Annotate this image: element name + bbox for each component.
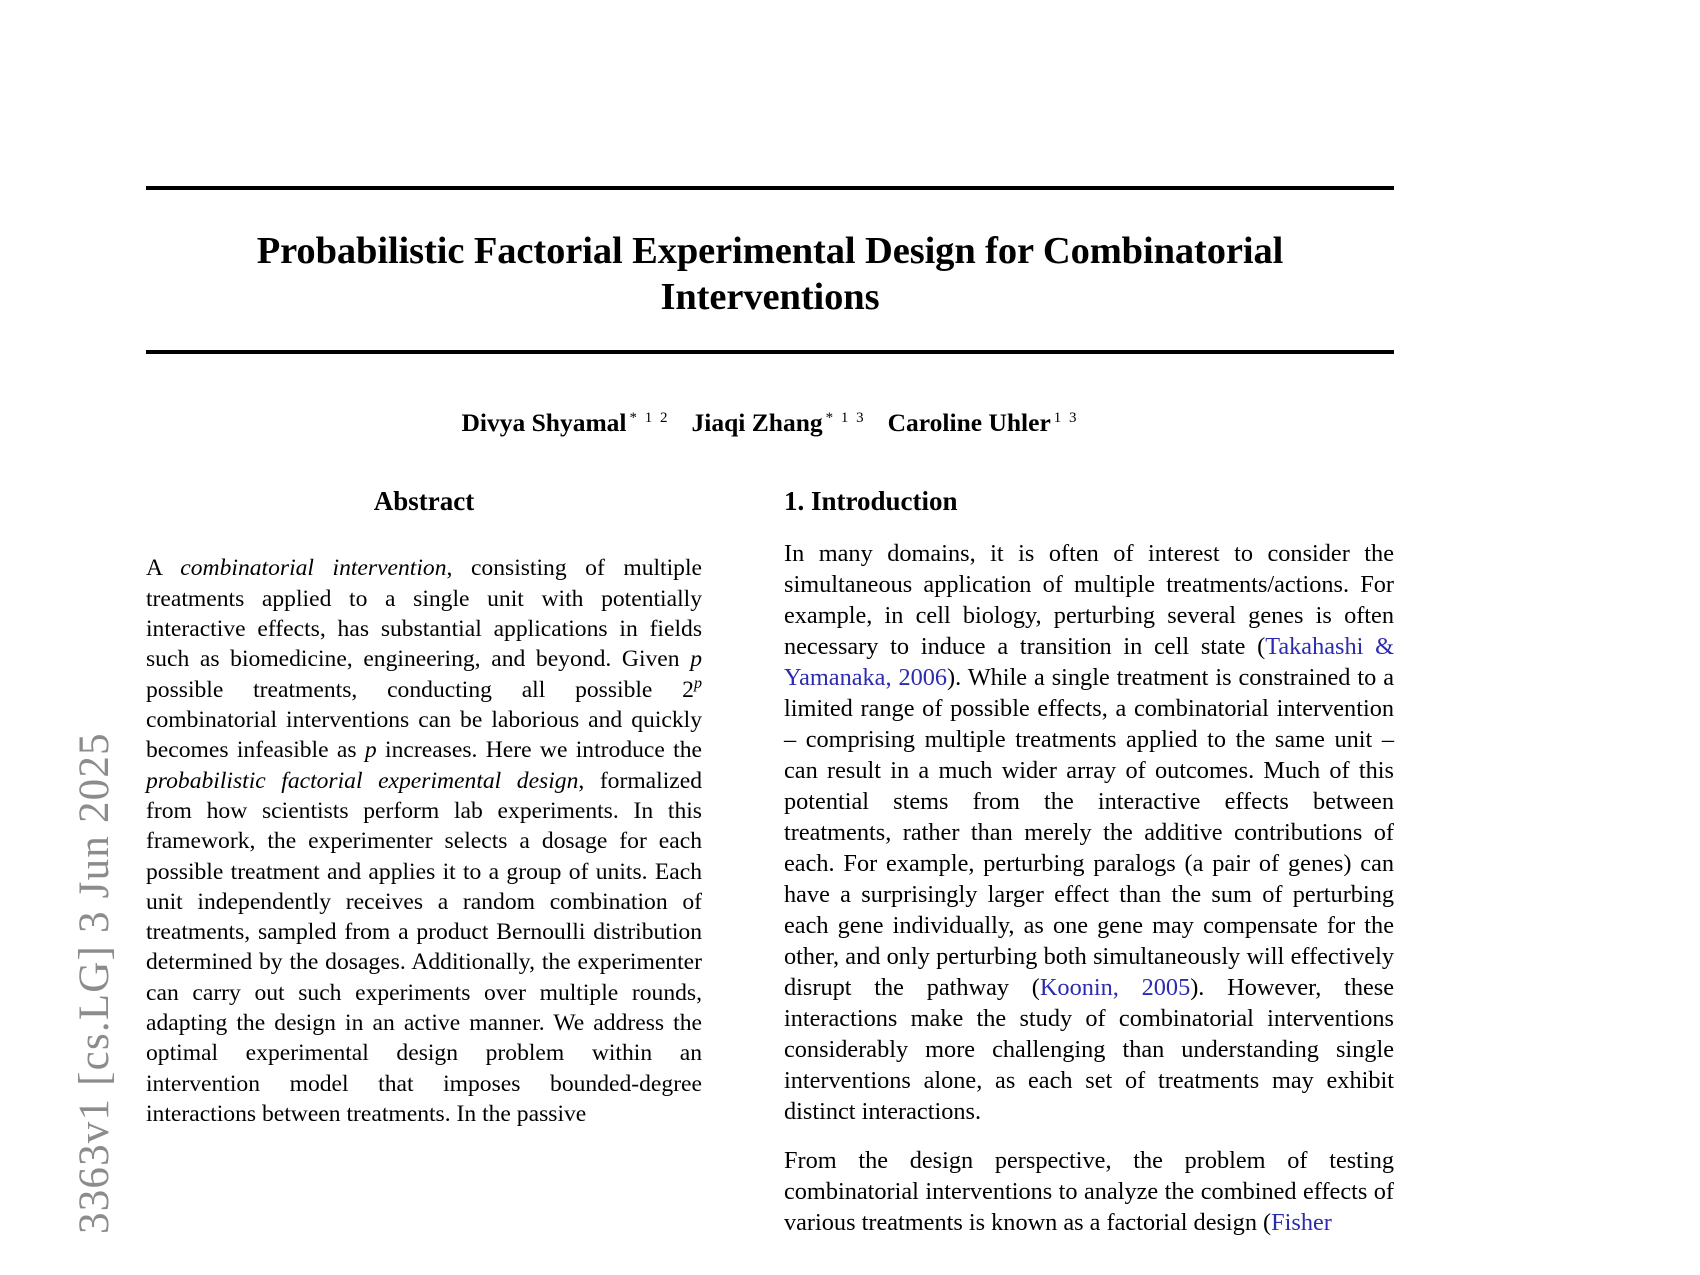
citation-link-takahashi-yamanaka[interactable]: Takahashi & Yamanaka, 2006 bbox=[784, 633, 1394, 692]
abstract-text-3: possible treatments, conducting all possible 2 bbox=[146, 676, 694, 703]
math-variable-p: p bbox=[364, 737, 377, 764]
author-affiliation-marks: 1 3 bbox=[1053, 409, 1079, 426]
arxiv-identifier-stamp bbox=[64, 534, 124, 1234]
author-affiliation-marks: * 1 2 bbox=[629, 409, 670, 426]
paper-content bbox=[146, 186, 1394, 1239]
author-entry bbox=[692, 408, 866, 437]
author-name: Jiaqi Zhang bbox=[691, 408, 823, 438]
author-entry bbox=[461, 408, 669, 437]
intro-p1-text-2: ). While a single treatment is constrained to a limited range of possible effects, a combinatorial intervention – comprising multiple treatments applied to the same unit – can result in a much wider array of outcomes. Much of this potential stems from the interactive effects between treatments, rather than merely the additive contributions of each. For example, perturbing paralogs (a pair of genes) can have a surprisingly larger effect than the sum of perturbing each gene individually, as one gene may compensate for the other, and only perturbing both simultaneously will effectively disrupt the pathway ( bbox=[784, 664, 1394, 1001]
intro-p1-text-3: ). However, these interactions make the study of combinatorial interventions considerably more challenging than understanding single interventions alone, as each set of treatments may exhibit distinct interactions. bbox=[784, 973, 1394, 1125]
abstract-italic-term-2: probabilistic factorial experimental design bbox=[146, 767, 579, 794]
abstract-text-1: A bbox=[146, 555, 181, 582]
title-rule-bottom bbox=[146, 350, 1394, 354]
two-column-body bbox=[146, 486, 1394, 1238]
author-entry bbox=[888, 408, 1079, 437]
introduction-paragraph-1 bbox=[784, 539, 1394, 1127]
page-title: Probabilistic Factorial Experimental Design for Combinatorial Interventions bbox=[256, 230, 1284, 319]
left-column bbox=[146, 486, 702, 1238]
abstract-text-4: combinatorial interventions can be laborious and quickly becomes infeasible as bbox=[146, 706, 702, 764]
abstract-text-5: increases. Here we introduce the bbox=[376, 737, 703, 764]
abstract-italic-term-1: combinatorial intervention bbox=[180, 555, 447, 582]
section-heading-introduction: 1. Introduction bbox=[784, 486, 958, 517]
math-exponent-p: p bbox=[693, 674, 702, 692]
arxiv-stamp-text: 3363v1 [cs.LG] 3 Jun 2025 bbox=[70, 732, 118, 1234]
abstract-heading: Abstract bbox=[373, 486, 475, 517]
author-list bbox=[146, 408, 1394, 438]
introduction-paragraph-2 bbox=[784, 1146, 1394, 1239]
author-name: Divya Shyamal bbox=[461, 408, 627, 438]
abstract-paragraph bbox=[146, 553, 702, 1129]
citation-link-koonin[interactable]: Koonin, 2005 bbox=[1039, 973, 1191, 1001]
right-column bbox=[784, 486, 1394, 1238]
author-affiliation-marks: * 1 3 bbox=[825, 409, 866, 426]
intro-p1-text-1: In many domains, it is often of interest to consider the simultaneous application of multiple treatments/actions. For example, in cell biology, perturbing several genes is often necessary to induce a transition in cell state ( bbox=[784, 540, 1394, 661]
author-name: Caroline Uhler bbox=[887, 408, 1051, 438]
title-block bbox=[146, 190, 1394, 350]
citation-link-fisher[interactable]: Fisher bbox=[1271, 1208, 1332, 1236]
abstract-text-2: , consisting of multiple treatments applied to a single unit with potentially interactive effects, has substantial applications in fields such as biomedicine, engineering, and beyond. Given bbox=[146, 555, 702, 673]
abstract-text-6: , formalized from how scientists perform lab experiments. In this framework, the experimenter selects a dosage for each possible treatment and applies it to a group of units. Each unit independently receives a random combination of treatments, sampled from a product Bernoulli distribution determined by the dosages. Additionally, the experimenter can carry out such experiments over multiple rounds, adapting the design in an active manner. We address the optimal experimental design problem within an intervention model that imposes bounded-degree interactions between treatments. In the passive bbox=[146, 767, 702, 1127]
math-variable-p: p bbox=[690, 646, 702, 673]
intro-p2-text-1: From the design perspective, the problem of testing combinatorial interventions to analyze the combined effects of various treatments is known as a factorial design ( bbox=[784, 1146, 1394, 1236]
